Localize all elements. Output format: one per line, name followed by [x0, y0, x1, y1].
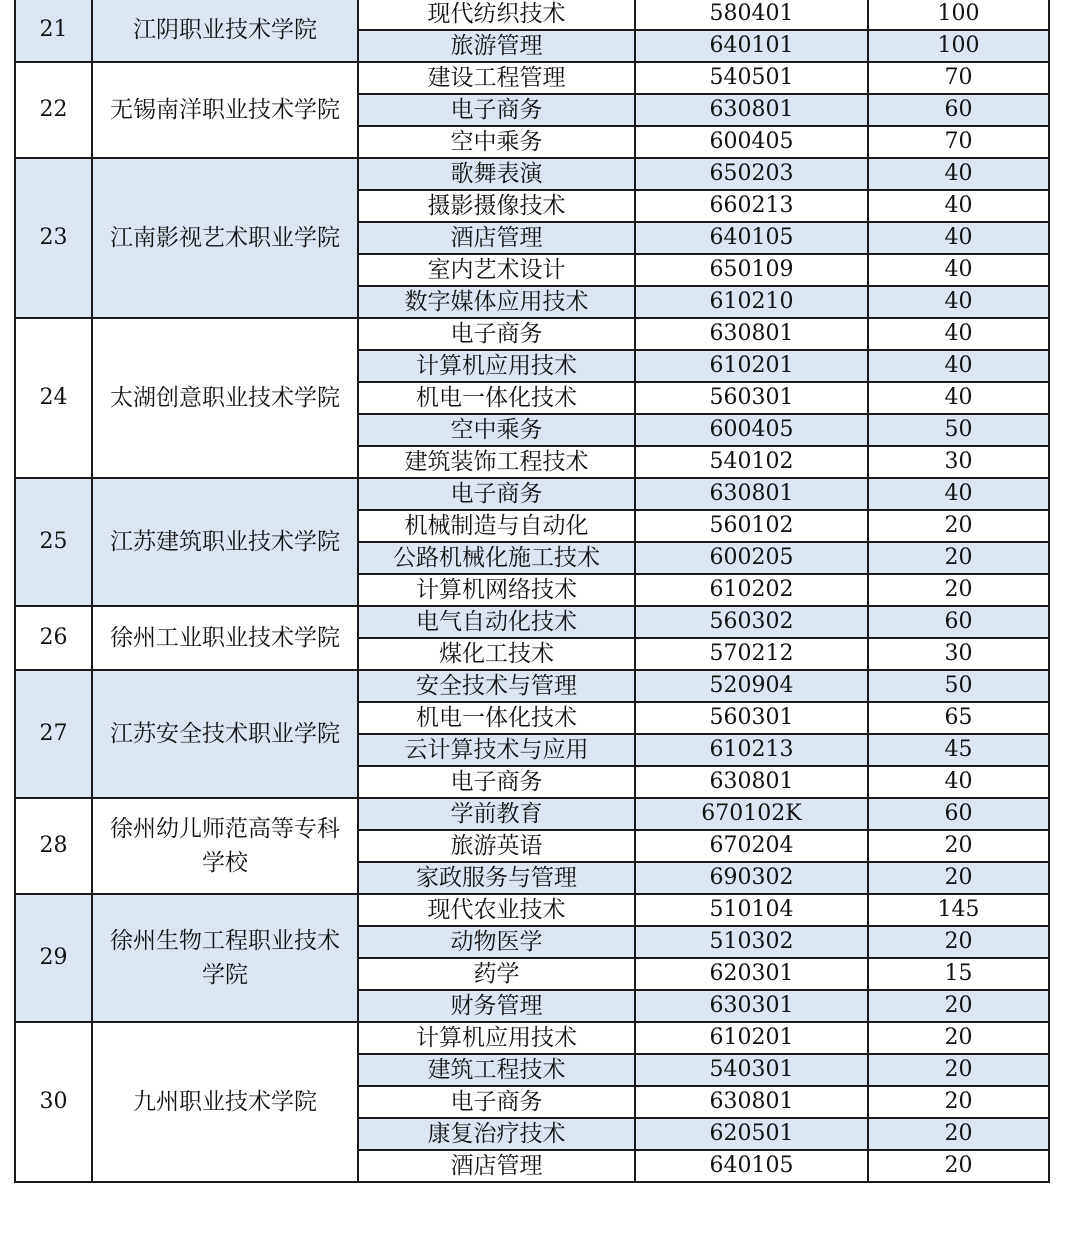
code-cell: 560301 [635, 702, 868, 734]
table-row [15, 798, 1049, 830]
plan-count-cell: 30 [868, 638, 1049, 670]
code-cell: 630801 [635, 1086, 868, 1118]
plan-count-cell: 40 [868, 286, 1049, 318]
plan-count-cell: 30 [868, 446, 1049, 478]
major-cell: 财务管理 [358, 990, 635, 1022]
major-cell: 云计算技术与应用 [358, 734, 635, 766]
plan-count-cell: 20 [868, 1118, 1049, 1150]
code-cell: 640101 [635, 30, 868, 62]
code-cell: 690302 [635, 862, 868, 894]
major-cell: 摄影摄像技术 [358, 190, 635, 222]
major-cell: 计算机应用技术 [358, 1022, 635, 1054]
plan-count-cell: 100 [868, 30, 1049, 62]
plan-count-cell: 20 [868, 1150, 1049, 1182]
plan-count-cell: 50 [868, 670, 1049, 702]
school-number-cell: 23 [15, 158, 92, 318]
code-cell: 610201 [635, 1022, 868, 1054]
school-number-cell: 29 [15, 894, 92, 1022]
code-cell: 620301 [635, 958, 868, 990]
code-cell: 510104 [635, 894, 868, 926]
major-cell: 酒店管理 [358, 1150, 635, 1182]
major-cell: 现代纺织技术 [358, 0, 635, 30]
plan-count-cell: 20 [868, 1086, 1049, 1118]
major-cell: 歌舞表演 [358, 158, 635, 190]
major-cell: 机电一体化技术 [358, 382, 635, 414]
school-number-cell: 21 [15, 0, 92, 62]
major-cell: 煤化工技术 [358, 638, 635, 670]
major-cell: 建设工程管理 [358, 62, 635, 94]
plan-count-cell: 40 [868, 766, 1049, 798]
major-cell: 安全技术与管理 [358, 670, 635, 702]
enrollment-table [14, 0, 1050, 1183]
plan-count-cell: 20 [868, 510, 1049, 542]
major-cell: 空中乘务 [358, 414, 635, 446]
code-cell: 670102K [635, 798, 868, 830]
major-cell: 电子商务 [358, 318, 635, 350]
major-cell: 电气自动化技术 [358, 606, 635, 638]
code-cell: 540301 [635, 1054, 868, 1086]
major-cell: 机电一体化技术 [358, 702, 635, 734]
school-number-cell: 25 [15, 478, 92, 606]
major-cell: 动物医学 [358, 926, 635, 958]
plan-count-cell: 40 [868, 222, 1049, 254]
table-row [15, 158, 1049, 190]
code-cell: 570212 [635, 638, 868, 670]
plan-count-cell: 20 [868, 990, 1049, 1022]
school-number-cell: 30 [15, 1022, 92, 1182]
code-cell: 560102 [635, 510, 868, 542]
major-cell: 电子商务 [358, 766, 635, 798]
school-name-cell: 江苏建筑职业技术学院 [92, 478, 358, 606]
school-name-cell: 江苏安全技术职业学院 [92, 670, 358, 798]
major-cell: 电子商务 [358, 94, 635, 126]
plan-count-cell: 20 [868, 1022, 1049, 1054]
code-cell: 580401 [635, 0, 868, 30]
code-cell: 520904 [635, 670, 868, 702]
code-cell: 630801 [635, 94, 868, 126]
plan-count-cell: 145 [868, 894, 1049, 926]
major-cell: 家政服务与管理 [358, 862, 635, 894]
plan-count-cell: 70 [868, 62, 1049, 94]
school-name-cell: 徐州幼儿师范高等专科学校 [92, 798, 358, 894]
major-cell: 酒店管理 [358, 222, 635, 254]
major-cell: 公路机械化施工技术 [358, 542, 635, 574]
school-name-cell: 太湖创意职业技术学院 [92, 318, 358, 478]
major-cell: 电子商务 [358, 478, 635, 510]
table-row [15, 318, 1049, 350]
major-cell: 机械制造与自动化 [358, 510, 635, 542]
school-number-cell: 28 [15, 798, 92, 894]
plan-count-cell: 40 [868, 382, 1049, 414]
table-row [15, 606, 1049, 638]
school-number-cell: 24 [15, 318, 92, 478]
plan-count-cell: 60 [868, 606, 1049, 638]
plan-count-cell: 20 [868, 542, 1049, 574]
school-name-cell: 九州职业技术学院 [92, 1022, 358, 1182]
major-cell: 旅游英语 [358, 830, 635, 862]
code-cell: 630801 [635, 318, 868, 350]
school-number-cell: 27 [15, 670, 92, 798]
major-cell: 学前教育 [358, 798, 635, 830]
code-cell: 540102 [635, 446, 868, 478]
major-cell: 室内艺术设计 [358, 254, 635, 286]
school-name-cell: 徐州生物工程职业技术学院 [92, 894, 358, 1022]
code-cell: 630801 [635, 478, 868, 510]
major-cell: 现代农业技术 [358, 894, 635, 926]
plan-count-cell: 20 [868, 1054, 1049, 1086]
code-cell: 510302 [635, 926, 868, 958]
major-cell: 数字媒体应用技术 [358, 286, 635, 318]
school-number-cell: 22 [15, 62, 92, 158]
code-cell: 600405 [635, 414, 868, 446]
major-cell: 计算机应用技术 [358, 350, 635, 382]
code-cell: 600405 [635, 126, 868, 158]
major-cell: 计算机网络技术 [358, 574, 635, 606]
plan-count-cell: 20 [868, 574, 1049, 606]
code-cell: 560302 [635, 606, 868, 638]
plan-count-cell: 40 [868, 350, 1049, 382]
school-number-cell: 26 [15, 606, 92, 670]
code-cell: 610202 [635, 574, 868, 606]
plan-count-cell: 15 [868, 958, 1049, 990]
code-cell: 650203 [635, 158, 868, 190]
code-cell: 670204 [635, 830, 868, 862]
plan-count-cell: 65 [868, 702, 1049, 734]
plan-count-cell: 50 [868, 414, 1049, 446]
plan-count-cell: 40 [868, 190, 1049, 222]
major-cell: 空中乘务 [358, 126, 635, 158]
code-cell: 610213 [635, 734, 868, 766]
code-cell: 630301 [635, 990, 868, 1022]
code-cell: 640105 [635, 1150, 868, 1182]
code-cell: 640105 [635, 222, 868, 254]
table-row [15, 670, 1049, 702]
table-body [15, 0, 1049, 1182]
code-cell: 660213 [635, 190, 868, 222]
plan-count-cell: 40 [868, 478, 1049, 510]
school-name-cell: 无锡南洋职业技术学院 [92, 62, 358, 158]
plan-count-cell: 45 [868, 734, 1049, 766]
plan-count-cell: 100 [868, 0, 1049, 30]
code-cell: 540501 [635, 62, 868, 94]
plan-count-cell: 20 [868, 830, 1049, 862]
code-cell: 650109 [635, 254, 868, 286]
plan-count-cell: 60 [868, 94, 1049, 126]
major-cell: 旅游管理 [358, 30, 635, 62]
major-cell: 建筑装饰工程技术 [358, 446, 635, 478]
school-name-cell: 江南影视艺术职业学院 [92, 158, 358, 318]
plan-count-cell: 60 [868, 798, 1049, 830]
plan-count-cell: 20 [868, 862, 1049, 894]
plan-count-cell: 40 [868, 254, 1049, 286]
table-row [15, 478, 1049, 510]
code-cell: 610201 [635, 350, 868, 382]
school-name-cell: 江阴职业技术学院 [92, 0, 358, 62]
major-cell: 建筑工程技术 [358, 1054, 635, 1086]
school-name-cell: 徐州工业职业技术学院 [92, 606, 358, 670]
code-cell: 610210 [635, 286, 868, 318]
table-row [15, 62, 1049, 94]
code-cell: 600205 [635, 542, 868, 574]
major-cell: 药学 [358, 958, 635, 990]
major-cell: 康复治疗技术 [358, 1118, 635, 1150]
table-row [15, 1022, 1049, 1054]
plan-count-cell: 40 [868, 318, 1049, 350]
table-row [15, 0, 1049, 30]
table-row [15, 894, 1049, 926]
code-cell: 630801 [635, 766, 868, 798]
major-cell: 电子商务 [358, 1086, 635, 1118]
code-cell: 560301 [635, 382, 868, 414]
code-cell: 620501 [635, 1118, 868, 1150]
plan-count-cell: 70 [868, 126, 1049, 158]
plan-count-cell: 40 [868, 158, 1049, 190]
plan-count-cell: 20 [868, 926, 1049, 958]
